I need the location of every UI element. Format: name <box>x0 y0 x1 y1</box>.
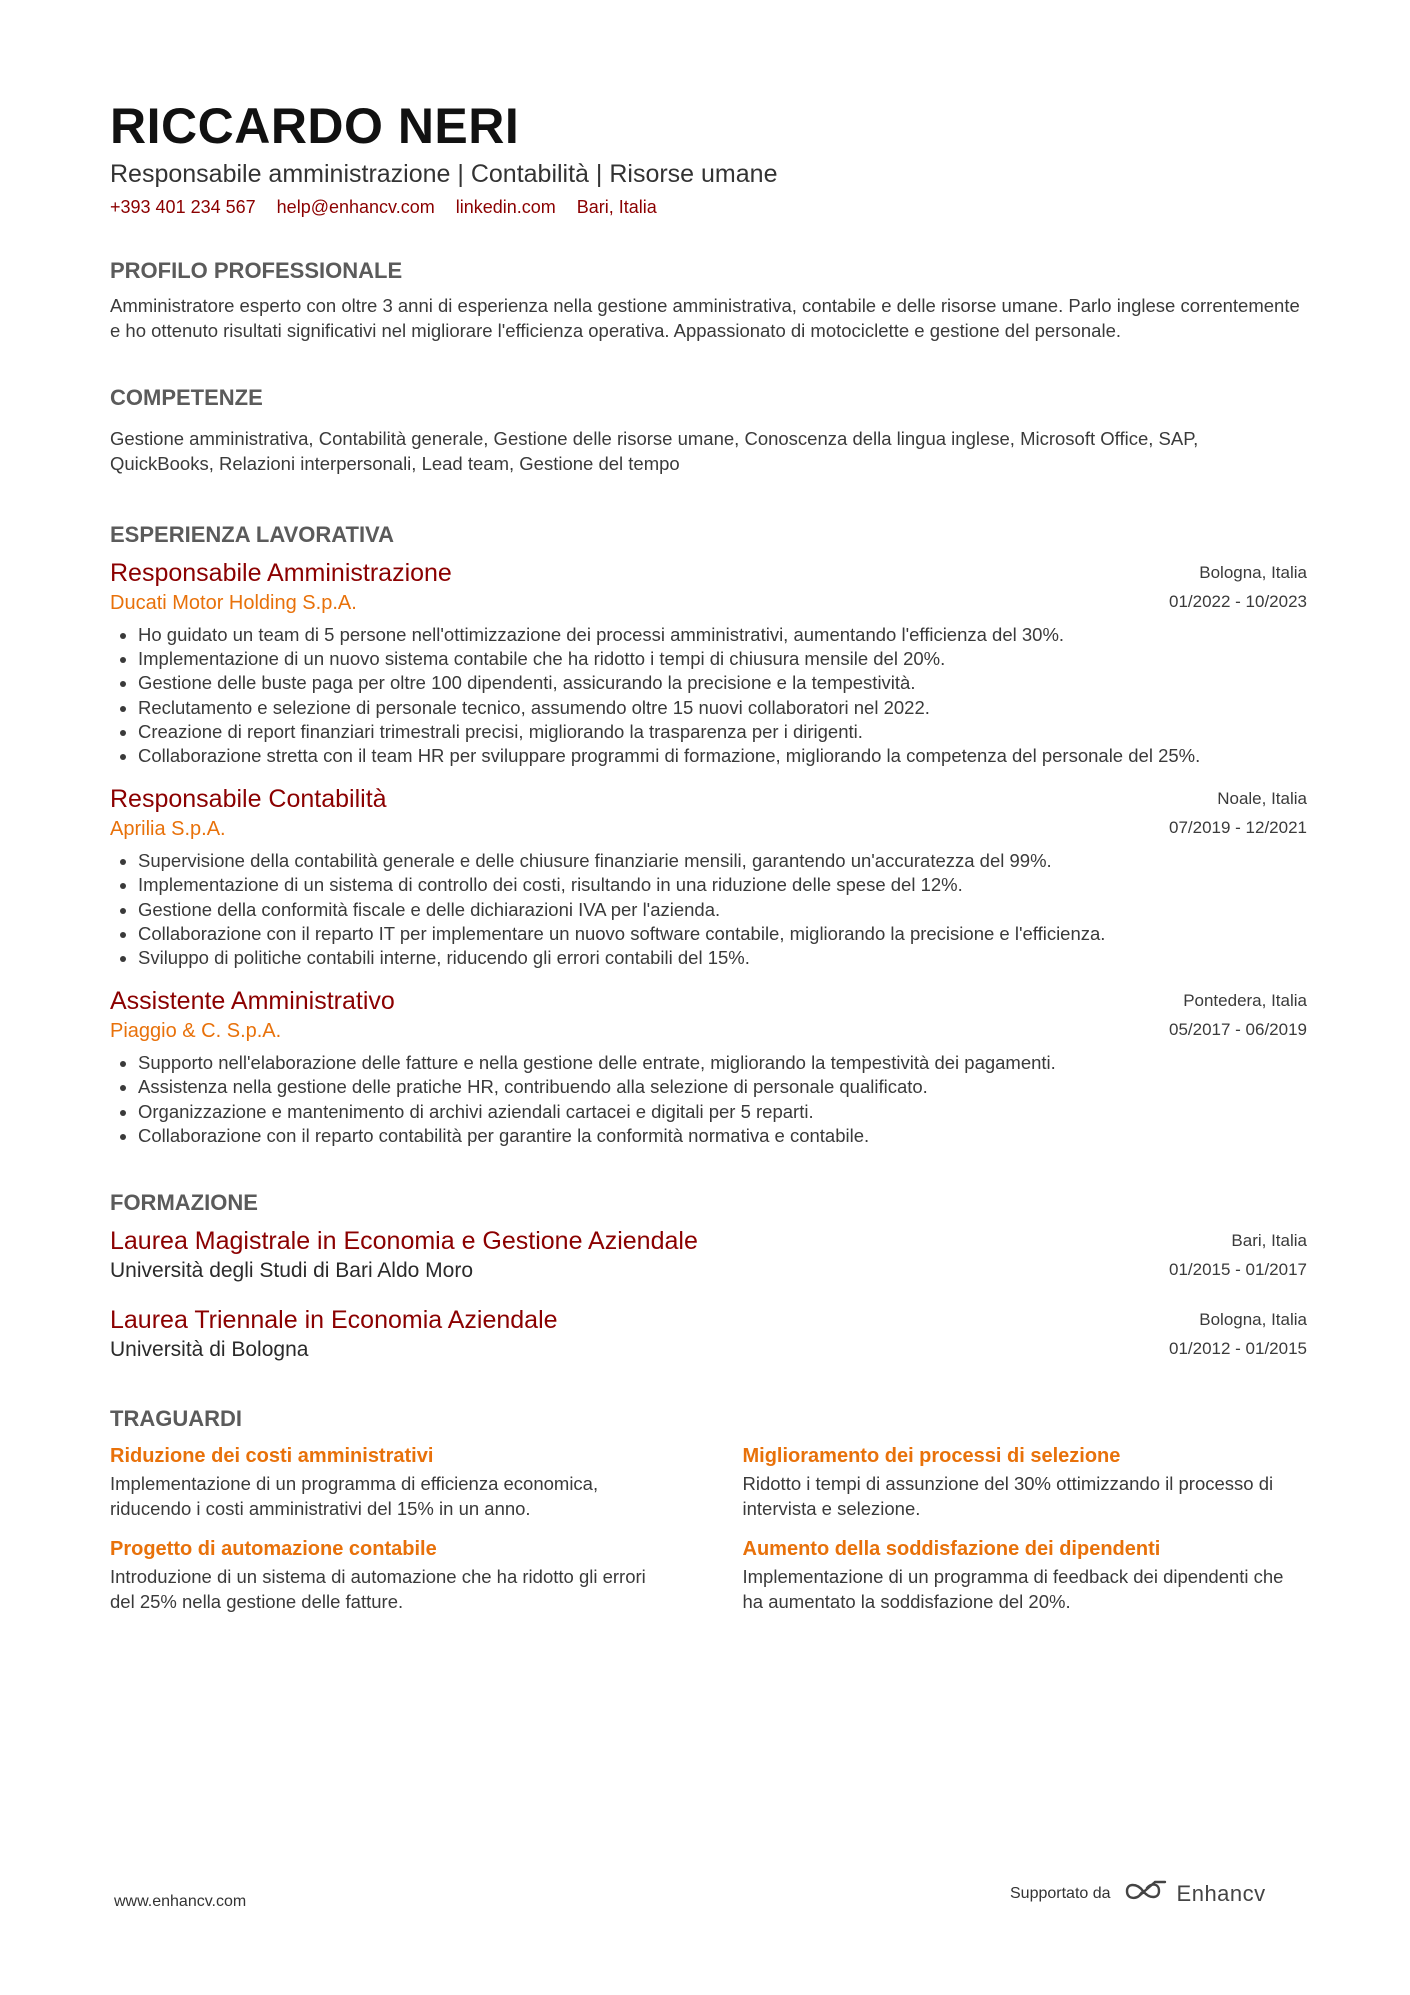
profile-text: Amministratore esperto con oltre 3 anni di esperienza nella gestione amministrativa, contabile e delle risorse umane. Parlo inglese correntemente e ho ottenuto risultati significativi nel migliorare l'efficienza operativa. Appassionato di motociclette e gestione del personale. <box>110 295 1300 341</box>
skills-section <box>110 383 1307 476</box>
skills-text: Gestione amministrativa, Contabilità generale, Gestione delle risorse umane, Conoscenza della lingua inglese, Microsoft Office, SAP, QuickBooks, Relazioni interpersonali, Lead team, Gestione del tempo <box>110 428 1199 474</box>
candidate-name: RICCARDO NERI <box>110 98 520 154</box>
achievement-title: Progetto di automazione contabile <box>110 1538 437 1561</box>
school-name: Università di Bologna <box>110 1338 309 1362</box>
resume-page <box>110 96 1307 1614</box>
bullet-item: • Supervisione della contabilità generale e delle chiusure finanziarie mensili, garantendo un'accuratezza del 99%. <box>138 849 1307 873</box>
email-link[interactable]: help@enhancv.com <box>276 197 435 217</box>
bullet-item: • Implementazione di un sistema di controllo dei costi, risultando in una riduzione delle spese del 12%. <box>138 873 1307 897</box>
job-location: Noale, Italia <box>1217 789 1307 809</box>
job-bullets <box>110 623 1307 768</box>
candidate-title: Responsabile amministrazione | Contabilità | Risorse umane <box>110 160 778 188</box>
bullet-item: • Supporto nell'elaborazione delle fatture e nella gestione delle entrate, migliorando la tempestività dei pagamenti. <box>138 1051 1307 1075</box>
achievement-title: Miglioramento dei processi di selezione <box>742 1445 1121 1468</box>
section-heading: ESPERIENZA LAVORATIVA <box>110 522 394 547</box>
education-location: Bari, Italia <box>1231 1231 1307 1251</box>
supported-by-text: Supportato da <box>1010 1884 1111 1902</box>
education-dates: 01/2012 - 01/2015 <box>1168 1339 1307 1359</box>
profile-section <box>110 256 1307 343</box>
education-dates: 01/2015 - 01/2017 <box>1168 1260 1307 1280</box>
experience-section <box>110 520 1307 1148</box>
bullet-item: • Implementazione di un nuovo sistema contabile che ha ridotto i tempi di chiusura mensile del 20%. <box>138 647 1307 671</box>
job-role: Responsabile Amministrazione <box>110 559 452 587</box>
section-heading: TRAGUARDI <box>110 1406 242 1432</box>
achievement-item <box>743 1442 1308 1521</box>
job-role: Assistente Amministrativo <box>110 987 395 1016</box>
bullet-item: • Collaborazione con il reparto IT per implementare un nuovo software contabile, migliorando la precisione e l'efficienza. <box>138 922 1307 946</box>
bullet-item: • Reclutamento e selezione di personale tecnico, assumendo oltre 15 nuovi collaboratori nel 2022. <box>138 696 1307 720</box>
job-dates: 07/2019 - 12/2021 <box>1168 818 1307 838</box>
bullet-item: • Ho guidato un team di 5 persone nell'ottimizzazione dei processi amministrativi, aumentando l'efficienza del 30%. <box>138 623 1307 647</box>
bullet-item: • Assistenza nella gestione delle pratiche HR, contribuendo alla selezione di personale qualificato. <box>138 1075 1307 1099</box>
education-entry <box>110 1305 1307 1364</box>
footer-branding <box>1010 1878 1266 1909</box>
bullet-item: • Sviluppo di politiche contabili interne, riducendo gli errori contabili del 15%. <box>138 946 1307 970</box>
footer-website[interactable]: www.enhancv.com <box>114 1893 247 1910</box>
job-entry <box>110 986 1307 1148</box>
phone-link[interactable]: +393 401 234 567 <box>110 197 256 217</box>
school-name: Università degli Studi di Bari Aldo Moro <box>110 1259 474 1283</box>
job-company: Piaggio & C. S.p.A. <box>110 1020 282 1043</box>
degree-title: Laurea Magistrale in Economia e Gestione Aziendale <box>110 1227 698 1256</box>
achievement-desc: Implementazione di un programma di feedback dei dipendenti che ha aumentato la soddisfazione del 20%. <box>742 1566 1284 1612</box>
achievement-title: Aumento della soddisfazione dei dipendenti <box>742 1538 1161 1561</box>
achievement-item <box>110 1535 675 1614</box>
contact-line <box>110 194 1307 220</box>
linkedin-link[interactable]: linkedin.com <box>455 197 556 217</box>
job-dates: 01/2022 - 10/2023 <box>1168 592 1307 611</box>
job-role: Responsabile Contabilità <box>110 785 387 814</box>
bullet-item: • Collaborazione stretta con il team HR per sviluppare programmi di formazione, migliorando la competenza del personale del 25%. <box>138 744 1307 768</box>
achievement-desc: Introduzione di un sistema di automazione che ha ridotto gli errori del 25% nella gestione delle fatture. <box>110 1566 646 1612</box>
bullet-item: • Organizzazione e mantenimento di archivi aziendali cartacei e digitali per 5 reparti. <box>138 1100 1307 1124</box>
section-heading: COMPETENZE <box>110 385 263 410</box>
achievement-title: Riduzione dei costi amministrativi <box>110 1445 434 1468</box>
education-section <box>110 1188 1307 1364</box>
job-location: Bologna, Italia <box>1199 563 1307 582</box>
section-heading: FORMAZIONE <box>110 1190 258 1216</box>
degree-title: Laurea Triennale in Economia Aziendale <box>110 1306 558 1335</box>
education-location: Bologna, Italia <box>1199 1310 1307 1330</box>
achievements-grid <box>110 1442 1307 1614</box>
job-bullets <box>110 849 1307 970</box>
job-dates: 05/2017 - 06/2019 <box>1168 1020 1307 1040</box>
achievement-desc: Ridotto i tempi di assunzione del 30% ottimizzando il processo di intervista e selezione. <box>742 1473 1274 1519</box>
education-entry <box>110 1226 1307 1285</box>
bullet-item: • Creazione di report finanziari trimestrali precisi, migliorando la trasparenza per i dirigenti. <box>138 720 1307 744</box>
bullet-item: • Collaborazione con il reparto contabilità per garantire la conformità normativa e contabile. <box>138 1124 1307 1148</box>
job-entry <box>110 558 1307 768</box>
job-company: Ducati Motor Holding S.p.A. <box>110 592 357 614</box>
job-entry <box>110 784 1307 970</box>
location-text: Bari, Italia <box>576 197 657 217</box>
brand-name: Enhancv <box>1176 1880 1266 1906</box>
enhancv-logo-icon <box>1123 1878 1169 1909</box>
section-heading: PROFILO PROFESSIONALE <box>110 258 403 283</box>
job-location: Pontedera, Italia <box>1183 991 1307 1011</box>
achievement-item <box>743 1535 1308 1614</box>
achievements-section <box>110 1404 1307 1614</box>
bullet-item: • Gestione della conformità fiscale e delle dichiarazioni IVA per l'azienda. <box>138 898 1307 922</box>
job-company: Aprilia S.p.A. <box>110 818 226 841</box>
achievement-desc: Implementazione di un programma di efficienza economica, riducendo i costi amministrativi del 15% in un anno. <box>110 1473 599 1519</box>
achievement-item <box>110 1442 675 1521</box>
bullet-item: • Gestione delle buste paga per oltre 100 dipendenti, assicurando la precisione e la tempestività. <box>138 671 1307 695</box>
job-bullets <box>110 1051 1307 1148</box>
